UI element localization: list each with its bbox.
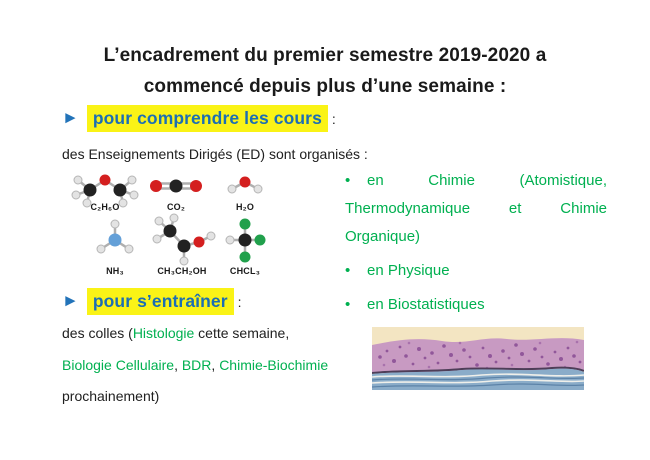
title-line-2: commencé depuis plus d’une semaine : (143, 76, 507, 97)
molecule-label-c2h6o: C₂H₆O (90, 202, 120, 212)
colles-paragraph (62, 323, 328, 418)
molecule-label-ethanol: CH₃CH₂OH (157, 266, 207, 276)
text-segment: prochainement) (62, 388, 160, 404)
molecule-h2o (228, 177, 262, 194)
bullet-icon: • (345, 172, 351, 189)
section1-heading (62, 108, 336, 129)
molecule-label-nh3: NH₃ (106, 266, 124, 276)
text-segment: , (211, 356, 220, 373)
section2-heading-text: pour s’entraîner (87, 288, 234, 315)
molecule-nh3 (97, 220, 133, 253)
title-line-1: L’encadrement du premier semestre 2019-2020 a (103, 45, 547, 66)
arrow-bullet-icon: ► (62, 291, 79, 310)
list-item-label: en Chimie (Atomistique, Thermodynamique et Chimie Organique) (345, 172, 607, 245)
subjects-list (345, 167, 607, 325)
molecule-ethanol (153, 214, 215, 265)
histology-image (372, 327, 584, 390)
molecules-image (62, 168, 312, 278)
bullet-icon: • (345, 262, 351, 279)
bullet-icon: • (345, 296, 351, 313)
text-segment: Biologie Cellulaire (62, 356, 175, 373)
text-segment: cette semaine, (194, 325, 290, 341)
arrow-bullet-icon: ► (62, 108, 79, 127)
molecule-co2 (150, 180, 202, 193)
slide-title (0, 40, 650, 102)
text-segment: BDR (181, 356, 212, 373)
section1-heading-text: pour comprendre les cours (87, 105, 328, 132)
molecule-label-co2: CO₂ (166, 202, 186, 212)
list-item-chimie (345, 167, 607, 251)
section1-intro: des Enseignements Dirigés (ED) sont organisés : (62, 146, 368, 162)
text-segment: Chimie-Biochimie (219, 356, 329, 373)
colles-line-3 (62, 386, 328, 407)
list-item-biostatistiques (345, 291, 607, 319)
molecule-chcl3 (226, 219, 266, 263)
molecule-label-chcl3: CHCL₃ (229, 266, 261, 276)
section1-heading-colon: : (331, 111, 336, 127)
text-segment: , (174, 356, 182, 373)
section2-heading-colon: : (237, 294, 242, 310)
text-segment: des colles ( (62, 325, 133, 341)
list-item-label: en Physique (367, 262, 450, 279)
list-item-physique (345, 257, 607, 285)
text-segment: Histologie (132, 325, 195, 341)
colles-line-2 (62, 355, 328, 376)
section2-heading (62, 291, 242, 312)
molecule-label-h2o: H₂O (235, 202, 255, 212)
colles-line-1 (62, 323, 328, 344)
list-item-label: en Biostatistiques (367, 296, 485, 313)
